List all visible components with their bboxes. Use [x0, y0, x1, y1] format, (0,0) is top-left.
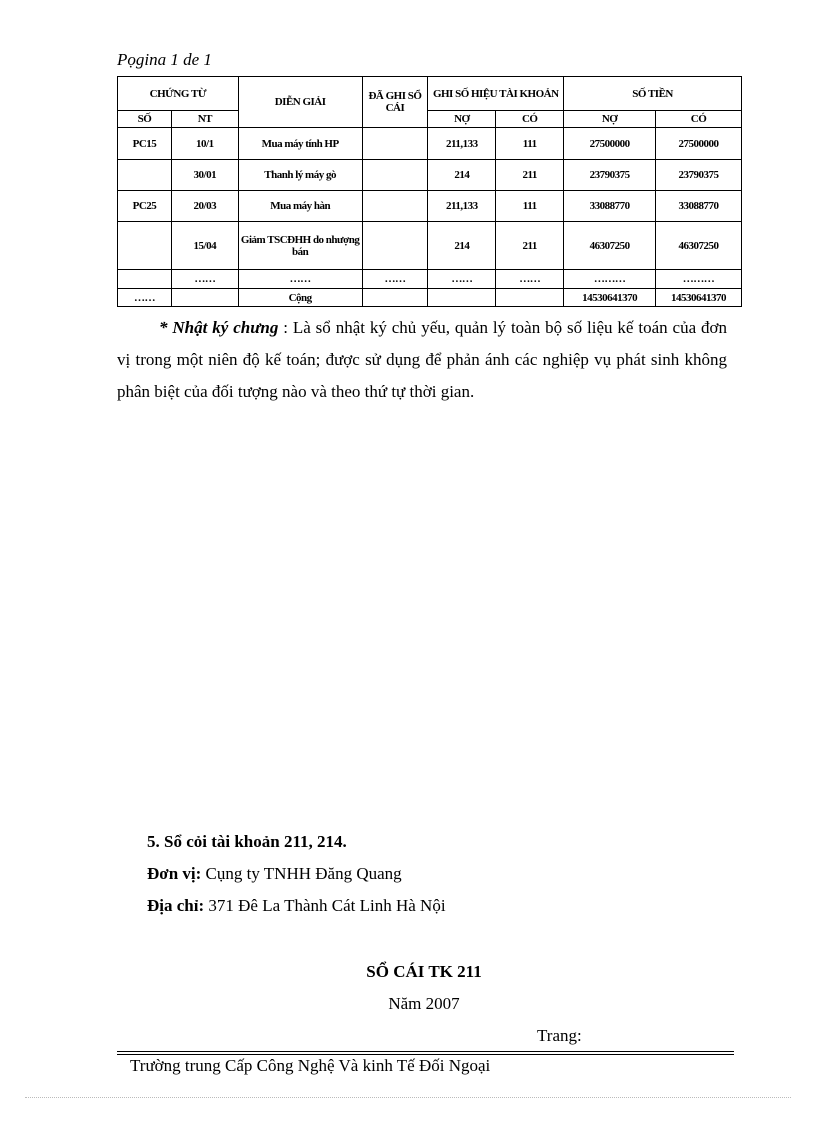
address-label: Địa chỉ:	[147, 896, 205, 915]
ledger-title: SỔ CÁI TK 211	[366, 962, 482, 981]
cell-no: ……	[428, 270, 496, 289]
cell-tien-co: 14530641370	[656, 289, 742, 307]
cell-da-ghi	[362, 289, 428, 307]
journal-body: : Là sổ nhật ký chủ yếu, quản lý toàn bộ số liệu kế toán của đơn vị trong một niên độ kế toán; được sử dụng để phản ánh các nghiệp vụ phát sinh không phân biệt của đối tượng nào và theo thứ tự thời gian.	[117, 318, 728, 401]
header-tien-co: CÓ	[656, 111, 742, 128]
cell-co: 211	[496, 222, 564, 270]
journal-table	[117, 76, 742, 307]
cell-no: 211,133	[428, 128, 496, 160]
cell-tien-co: 46307250	[656, 222, 742, 270]
section-heading: 5. Sổ cỏi tài khoản 211, 214.	[147, 832, 347, 851]
table-row	[118, 191, 742, 222]
cell-tien-co: 23790375	[656, 160, 742, 191]
cell-da-ghi	[362, 191, 428, 222]
journal-label: * Nhật ký chưng	[159, 318, 279, 337]
journal-description	[117, 312, 727, 408]
cell-tien-co: 27500000	[656, 128, 742, 160]
header-so-tien: SỐ TIỀN	[564, 77, 742, 111]
cell-co: 111	[496, 191, 564, 222]
cell-tien-no: 33088770	[564, 191, 656, 222]
cell-so	[118, 270, 172, 289]
address-line	[147, 896, 446, 916]
cell-dien-giai: ……	[238, 270, 362, 289]
header-da-ghi: ĐÃ GHI SỔ CÁI	[362, 77, 428, 128]
cell-so: PC15	[118, 128, 172, 160]
header-chung-tu: CHỨNG TỪ	[118, 77, 239, 111]
cell-co: 211	[496, 160, 564, 191]
cell-tien-co: ………	[656, 270, 742, 289]
cell-tien-no: 46307250	[564, 222, 656, 270]
table-row-total	[118, 289, 742, 307]
cell-nt: ……	[171, 270, 238, 289]
cell-so: PC25	[118, 191, 172, 222]
header-ghi-so: GHI SỐ HIỆU TÀI KHOẢN	[428, 77, 564, 111]
footer-rule-bottom	[117, 1054, 734, 1055]
cell-da-ghi	[362, 128, 428, 160]
cell-no: 214	[428, 160, 496, 191]
header-nt: NT	[171, 111, 238, 128]
cell-nt: 20/03	[171, 191, 238, 222]
footer-school: Trường trung Cấp Công Nghệ Và kinh Tế Đối Ngoại	[130, 1056, 491, 1075]
address-value: 371 Đê La Thành Cát Linh Hà Nội	[208, 896, 446, 915]
page-label: Trang:	[537, 1026, 582, 1045]
cell-tien-co: 33088770	[656, 191, 742, 222]
cell-dien-giai: Cộng	[238, 289, 362, 307]
cell-tien-no: 23790375	[564, 160, 656, 191]
table-row	[118, 222, 742, 270]
cell-da-ghi: ……	[362, 270, 428, 289]
header-so: SỐ	[118, 111, 172, 128]
cell-nt: 10/1	[171, 128, 238, 160]
cell-no: 211,133	[428, 191, 496, 222]
footer-rule-top	[117, 1051, 734, 1052]
table-row	[118, 270, 742, 289]
cell-da-ghi	[362, 222, 428, 270]
cell-nt: 30/01	[171, 160, 238, 191]
header-tien-no: NỢ	[564, 111, 656, 128]
cell-dien-giai: Mua máy hàn	[238, 191, 362, 222]
cell-so	[118, 222, 172, 270]
unit-value: Cụng ty TNHH Đăng Quang	[205, 864, 402, 883]
cell-da-ghi	[362, 160, 428, 191]
cell-co: ……	[496, 270, 564, 289]
cell-dien-giai: Thanh lý máy gò	[238, 160, 362, 191]
cell-no: 214	[428, 222, 496, 270]
cell-tien-no: 14530641370	[564, 289, 656, 307]
unit-line	[147, 864, 402, 884]
unit-label: Đơn vị:	[147, 864, 202, 883]
ledger-year: Năm 2007	[388, 994, 460, 1013]
header-no: NỢ	[428, 111, 496, 128]
cell-dien-giai: Mua máy tính HP	[238, 128, 362, 160]
cell-tien-no: ………	[564, 270, 656, 289]
cell-co: 111	[496, 128, 564, 160]
cell-co	[496, 289, 564, 307]
page-bottom-divider	[25, 1097, 791, 1098]
header-dien-giai: DIỄN GIẢI	[238, 77, 362, 128]
cell-nt: 15/04	[171, 222, 238, 270]
page-header: Pọgina 1 de 1	[117, 50, 212, 69]
header-co: CÓ	[496, 111, 564, 128]
cell-nt	[171, 289, 238, 307]
cell-no	[428, 289, 496, 307]
cell-so: ……	[118, 289, 172, 307]
table-row	[118, 128, 742, 160]
cell-dien-giai: Giảm TSCĐHH do nhượng bán	[238, 222, 362, 270]
cell-so	[118, 160, 172, 191]
cell-tien-no: 27500000	[564, 128, 656, 160]
table-row	[118, 160, 742, 191]
